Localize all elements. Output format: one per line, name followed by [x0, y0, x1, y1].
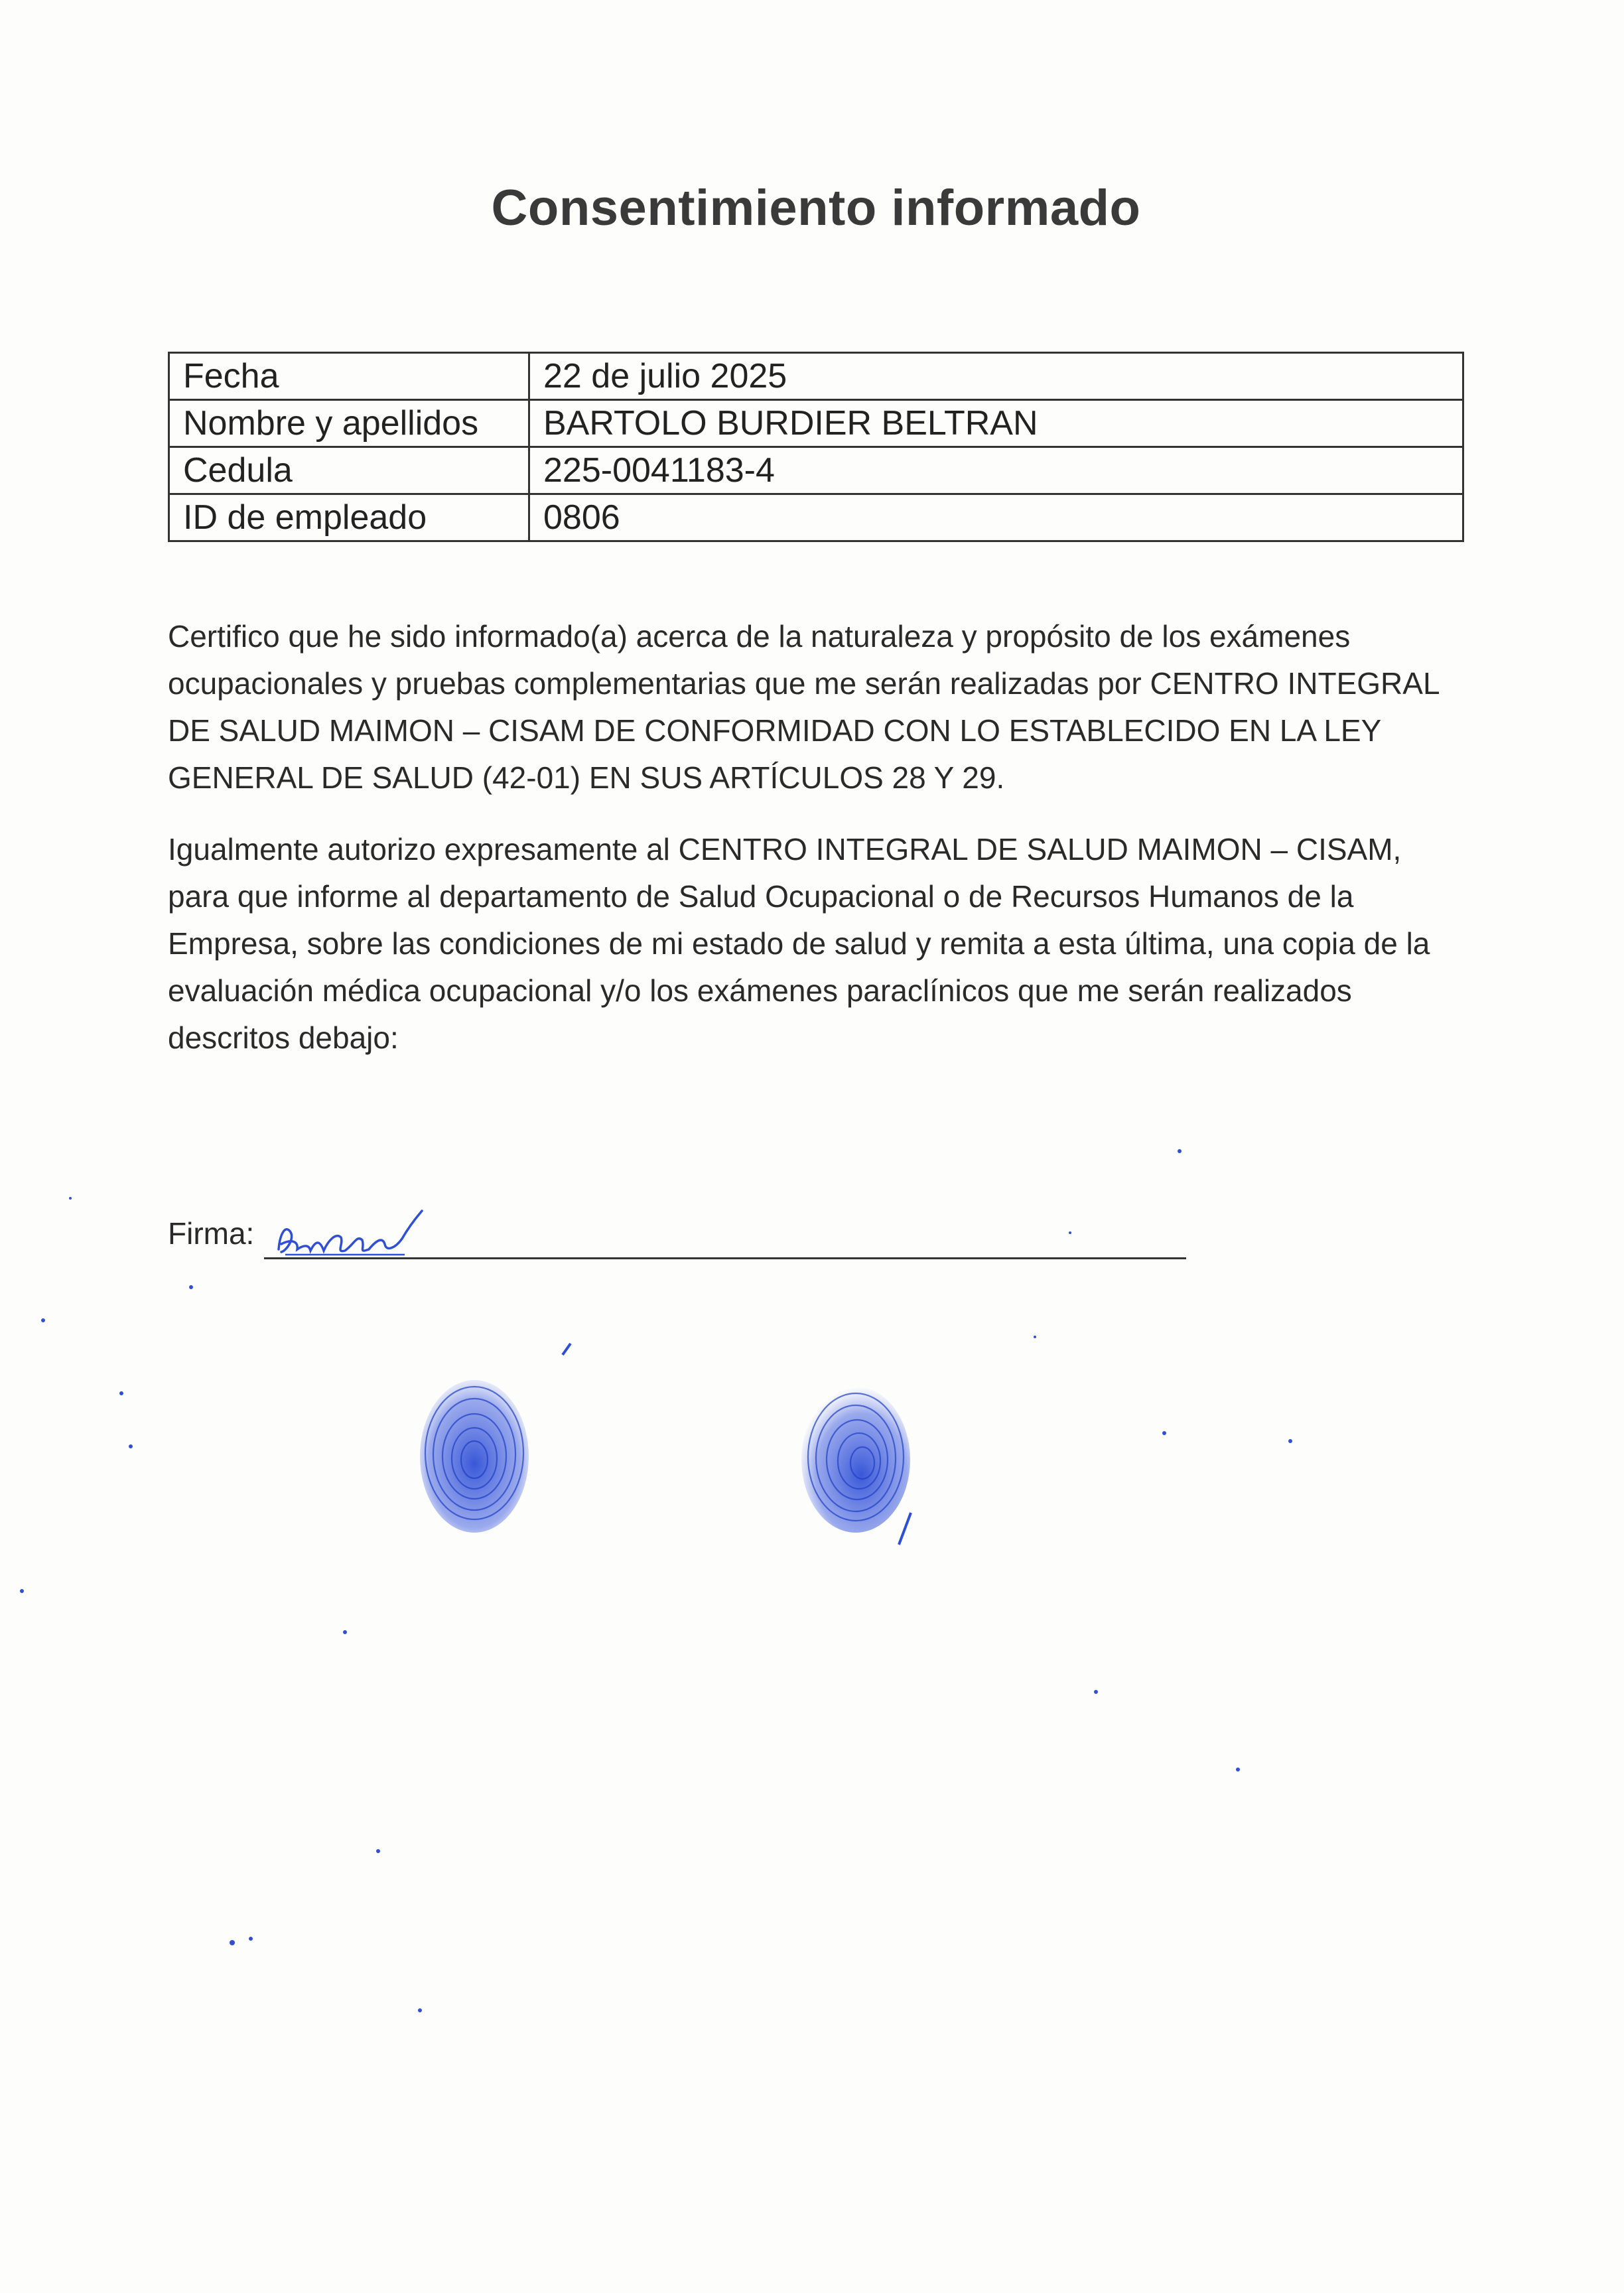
document-title: Consentimiento informado: [491, 180, 1141, 236]
field-label-nombre: Nombre y apellidos: [169, 400, 529, 447]
signature-label: Firma:: [168, 1216, 255, 1251]
field-label-id-empleado: ID de empleado: [169, 494, 529, 541]
field-label-fecha: Fecha: [169, 353, 529, 400]
certification-paragraph: Certifico que he sido informado(a) acerca de la naturaleza y propósito de los exámenes ocupacionales y pruebas complementarias que me serán realizadas por CENTRO INTEGRAL DE SALUD MAIMON – CISAM DE CONFORMIDAD CON LO ESTABLECIDO EN LA LEY GENERAL DE SALUD (42-01) EN SUS ARTÍCULOS 28 Y 29.: [168, 619, 1439, 795]
field-value-cedula: 225-0041183-4: [529, 447, 1463, 494]
authorization-paragraph: Igualmente autorizo expresamente al CENTRO INTEGRAL DE SALUD MAIMON – CISAM, para que informe al departamento de Salud Ocupacional o de Recursos Humanos de la Empresa, sobre las condiciones de mi estado de salud y remita a esta última, una copia de la evaluación médica ocupacional y/o los exámenes paraclínicos que me serán realizados descritos debajo:: [168, 832, 1430, 1055]
field-value-fecha: 22 de julio 2025: [529, 353, 1463, 400]
field-label-cedula: Cedula: [169, 447, 529, 494]
field-value-id-empleado: 0806: [529, 494, 1463, 541]
field-value-nombre: BARTOLO BURDIER BELTRAN: [529, 400, 1463, 447]
